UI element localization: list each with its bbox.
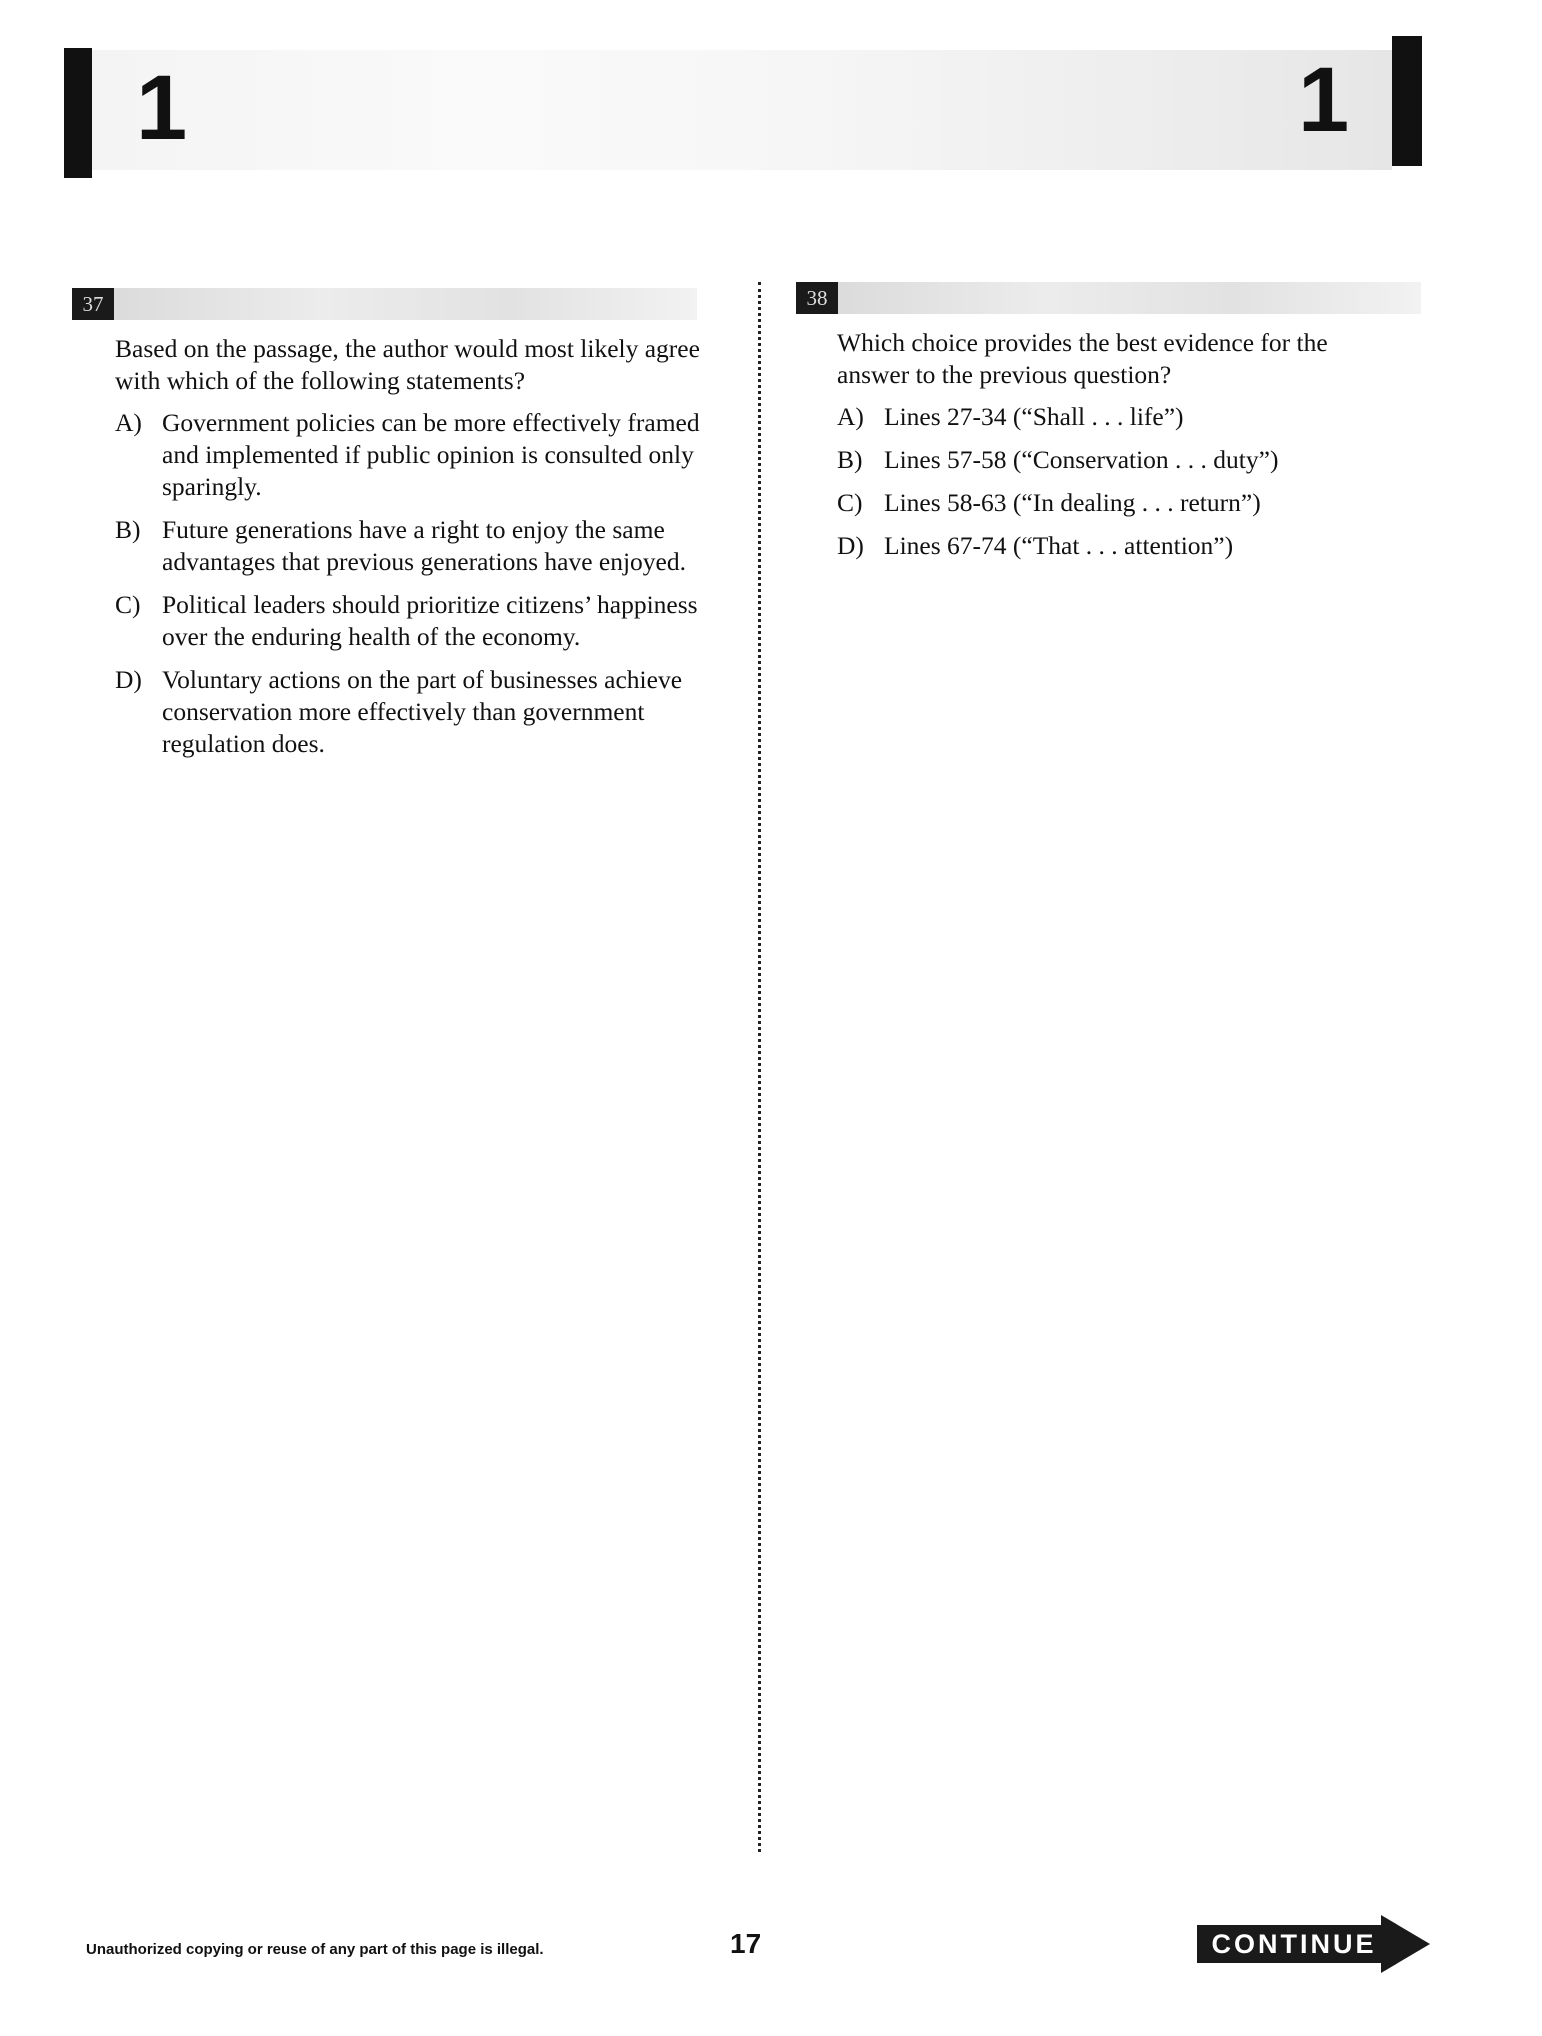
choice-text: Lines 67-74 (“That . . . attention”) (884, 531, 1234, 560)
question-stem: Which choice provides the best evidence for the answer to the previous question? (837, 328, 1328, 389)
choice-letter: C) (115, 590, 141, 619)
column-divider (758, 282, 761, 1852)
choice-text: Lines 57-58 (“Conservation . . . duty”) (884, 445, 1279, 474)
question-37 (115, 333, 700, 771)
choice-a[interactable] (115, 407, 700, 503)
choice-letter: D) (115, 665, 142, 694)
question-38 (837, 327, 1397, 573)
section-marker-bar-right (1392, 36, 1422, 166)
section-number-left: 1 (136, 57, 188, 159)
choice-letter: A) (115, 408, 142, 437)
answer-choices (837, 401, 1397, 562)
answer-choices (115, 407, 700, 760)
section-number-right: 1 (1298, 49, 1350, 151)
question-header-37 (72, 288, 697, 320)
choice-text: Government policies can be more effectively framed and implemented if public opinion is consulted only sparingly. (162, 408, 700, 501)
question-number-badge: 38 (796, 282, 838, 314)
choice-text: Lines 58-63 (“In dealing . . . return”) (884, 488, 1261, 517)
question-header-38 (796, 282, 1421, 314)
choice-d[interactable] (837, 530, 1397, 562)
choice-letter: D) (837, 531, 864, 560)
section-marker-bar-left (64, 48, 92, 178)
choice-c[interactable] (115, 589, 700, 653)
choice-a[interactable] (837, 401, 1397, 433)
choice-text: Future generations have a right to enjoy the same advantages that previous generations have enjoyed. (162, 515, 686, 576)
choice-text: Political leaders should prioritize citizens’ happiness over the enduring health of the economy. (162, 590, 698, 651)
choice-text: Lines 27-34 (“Shall . . . life”) (884, 402, 1184, 431)
choice-letter: B) (837, 445, 863, 474)
choice-letter: A) (837, 402, 864, 431)
choice-b[interactable] (837, 444, 1397, 476)
choice-c[interactable] (837, 487, 1397, 519)
question-number-badge: 37 (72, 288, 114, 320)
copyright-notice: Unauthorized copying or reuse of any part of this page is illegal. (86, 1941, 544, 1958)
question-stem: Based on the passage, the author would most likely agree with which of the following statements? (115, 334, 700, 395)
choice-letter: B) (115, 515, 141, 544)
choice-b[interactable] (115, 514, 700, 578)
continue-button[interactable] (1197, 1915, 1432, 1973)
page-number: 17 (730, 1928, 762, 1959)
continue-label: CONTINUE (1211, 1929, 1377, 1959)
choice-letter: C) (837, 488, 863, 517)
choice-text: Voluntary actions on the part of businesses achieve conservation more effectively than government regulation does. (162, 665, 683, 758)
header-band (92, 50, 1392, 170)
choice-d[interactable] (115, 664, 700, 760)
